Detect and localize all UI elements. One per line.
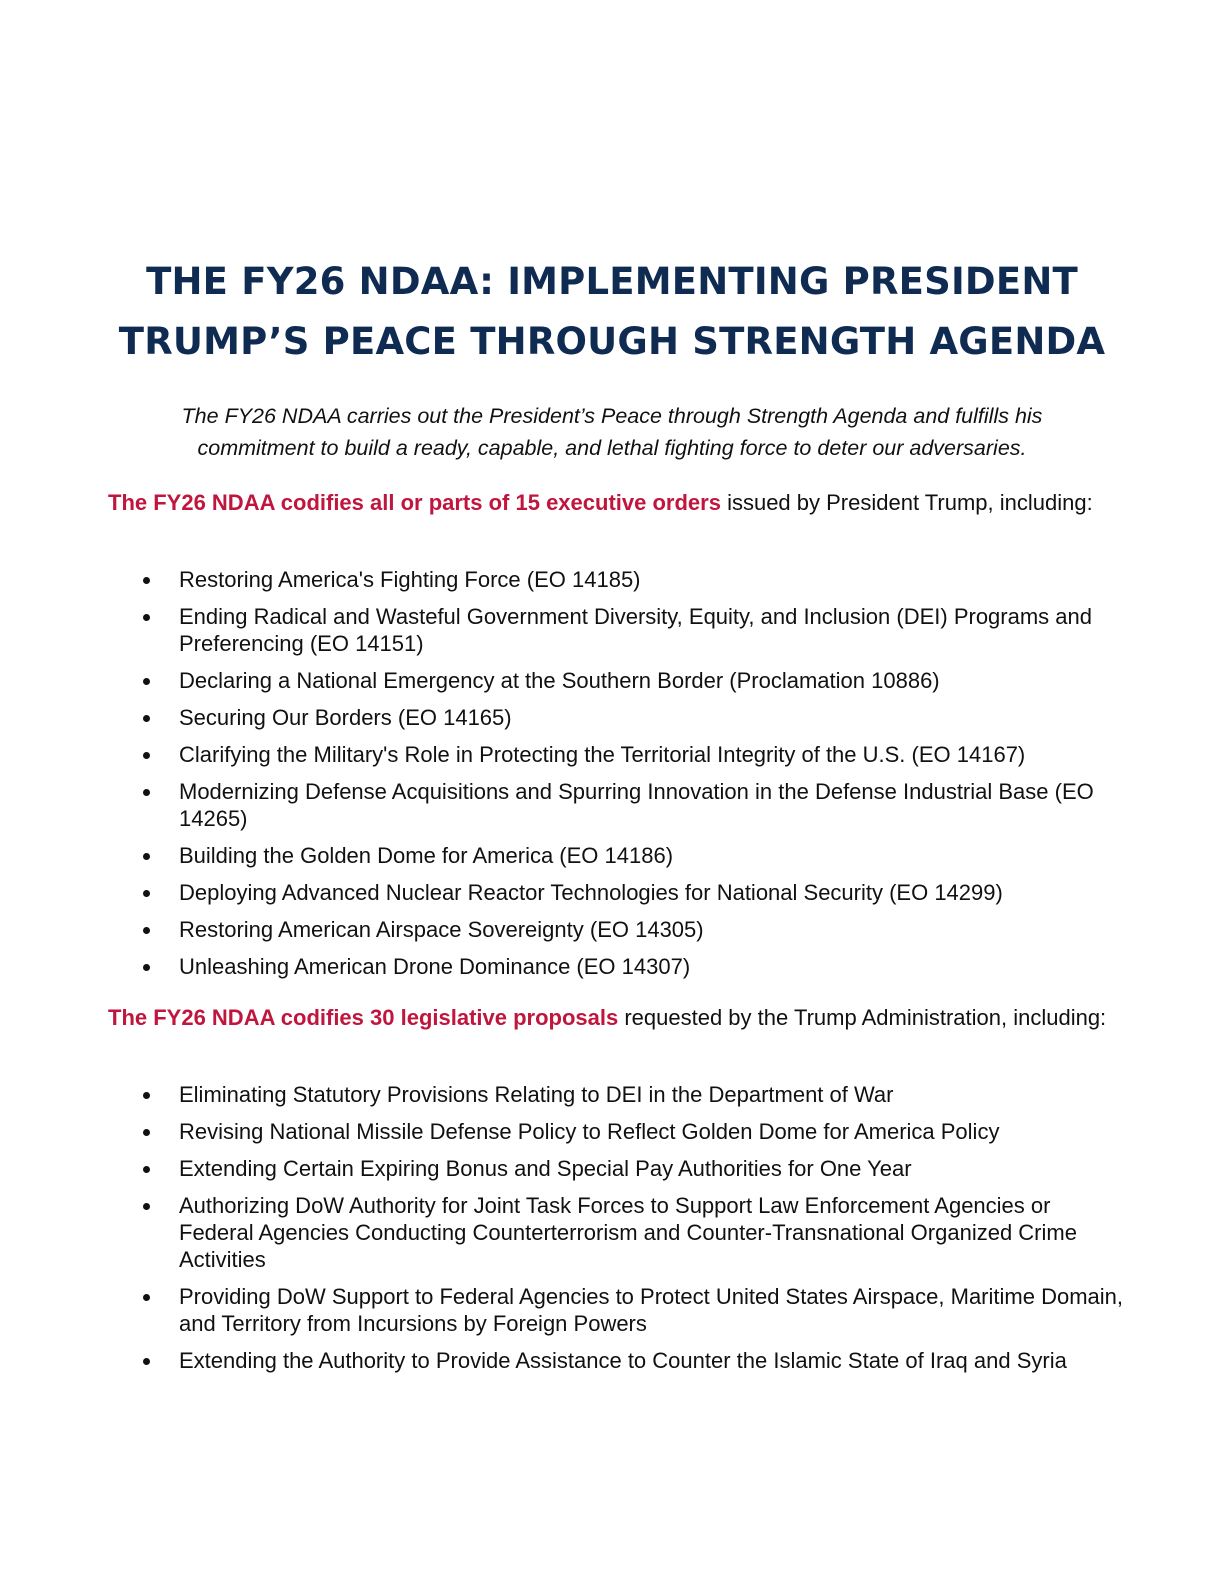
page-title <box>100 252 1124 372</box>
list-item <box>0 1155 1224 1182</box>
bullet-icon <box>143 853 150 860</box>
bullet-icon <box>143 1358 150 1365</box>
bullet-icon <box>143 614 150 621</box>
list-item-text: Restoring American Airspace Sovereignty (EO 14305) <box>179 917 704 942</box>
executive-orders-intro-rest: issued by President Trump, including: <box>720 490 1093 515</box>
subtitle-line-2: commitment to build a ready, capable, and lethal fighting force to deter our adversaries. <box>197 436 1027 460</box>
bullet-icon <box>143 890 150 897</box>
list-item-text: Declaring a National Emergency at the Southern Border (Proclamation 10886) <box>179 668 940 693</box>
bullet-icon <box>143 1203 150 1210</box>
list-item <box>0 778 1224 832</box>
list-item <box>0 842 1224 869</box>
list-item-text: Restoring America's Fighting Force (EO 14185) <box>179 567 641 592</box>
bullet-icon <box>143 927 150 934</box>
bullet-icon <box>143 789 150 796</box>
list-item <box>0 566 1224 593</box>
bullet-icon <box>143 715 150 722</box>
list-item <box>0 704 1224 731</box>
executive-orders-intro <box>108 487 1118 519</box>
list-item <box>0 1192 1224 1273</box>
list-item-text: Modernizing Defense Acquisitions and Spurring Innovation in the Defense Industrial Base (EO 14265) <box>179 779 1094 831</box>
legislative-proposals-intro-rest: requested by the Trump Administration, including: <box>618 1005 1107 1030</box>
title-line-1: THE FY26 NDAA: IMPLEMENTING PRESIDENT <box>146 260 1078 303</box>
list-item <box>0 667 1224 694</box>
list-item <box>0 1347 1224 1374</box>
bullet-icon <box>143 577 150 584</box>
list-item-text: Authorizing DoW Authority for Joint Task Forces to Support Law Enforcement Agencies or Federal Agencies Conducting Counterterrorism and Counter-Transnational Organized Crime Activities <box>179 1193 1077 1272</box>
list-item-text: Revising National Missile Defense Policy to Reflect Golden Dome for America Policy <box>179 1119 1000 1144</box>
list-item <box>0 1283 1224 1337</box>
list-item-text: Unleashing American Drone Dominance (EO 14307) <box>179 954 691 979</box>
bullet-icon <box>143 1294 150 1301</box>
list-item-text: Ending Radical and Wasteful Government Diversity, Equity, and Inclusion (DEI) Programs and Preferencing (EO 14151) <box>179 604 1092 656</box>
title-line-2: TRUMP’S PEACE THROUGH STRENGTH AGENDA <box>118 320 1106 363</box>
bullet-icon <box>143 1129 150 1136</box>
list-item <box>0 1081 1224 1108</box>
subtitle-line-1: The FY26 NDAA carries out the President’s Peace through Strength Agenda and fulfills his <box>181 404 1043 428</box>
list-item <box>0 953 1224 980</box>
legislative-proposals-highlight: The FY26 NDAA codifies 30 legislative proposals <box>108 1005 619 1030</box>
executive-orders-list <box>0 566 1224 990</box>
list-item-text: Eliminating Statutory Provisions Relating to DEI in the Department of War <box>179 1082 894 1107</box>
legislative-proposals-list <box>0 1081 1224 1384</box>
bullet-icon <box>143 1092 150 1099</box>
list-item-text: Building the Golden Dome for America (EO 14186) <box>179 843 674 868</box>
list-item <box>0 603 1224 657</box>
bullet-icon <box>143 964 150 971</box>
executive-orders-highlight: The FY26 NDAA codifies all or parts of 15 executive orders <box>108 490 721 515</box>
list-item-text: Extending the Authority to Provide Assistance to Counter the Islamic State of Iraq and Syria <box>179 1348 1067 1373</box>
bullet-icon <box>143 752 150 759</box>
list-item-text: Providing DoW Support to Federal Agencies to Protect United States Airspace, Maritime Domain, and Territory from Incursions by Foreign Powers <box>179 1284 1123 1336</box>
list-item-text: Extending Certain Expiring Bonus and Special Pay Authorities for One Year <box>179 1156 912 1181</box>
bullet-icon <box>143 1166 150 1173</box>
bullet-icon <box>143 678 150 685</box>
list-item-text: Securing Our Borders (EO 14165) <box>179 705 512 730</box>
page-subtitle <box>100 400 1124 464</box>
list-item <box>0 916 1224 943</box>
list-item-text: Clarifying the Military's Role in Protecting the Territorial Integrity of the U.S. (EO 14167) <box>179 742 1026 767</box>
list-item <box>0 1118 1224 1145</box>
list-item <box>0 879 1224 906</box>
list-item-text: Deploying Advanced Nuclear Reactor Technologies for National Security (EO 14299) <box>179 880 1003 905</box>
list-item <box>0 741 1224 768</box>
legislative-proposals-intro <box>108 1002 1118 1034</box>
